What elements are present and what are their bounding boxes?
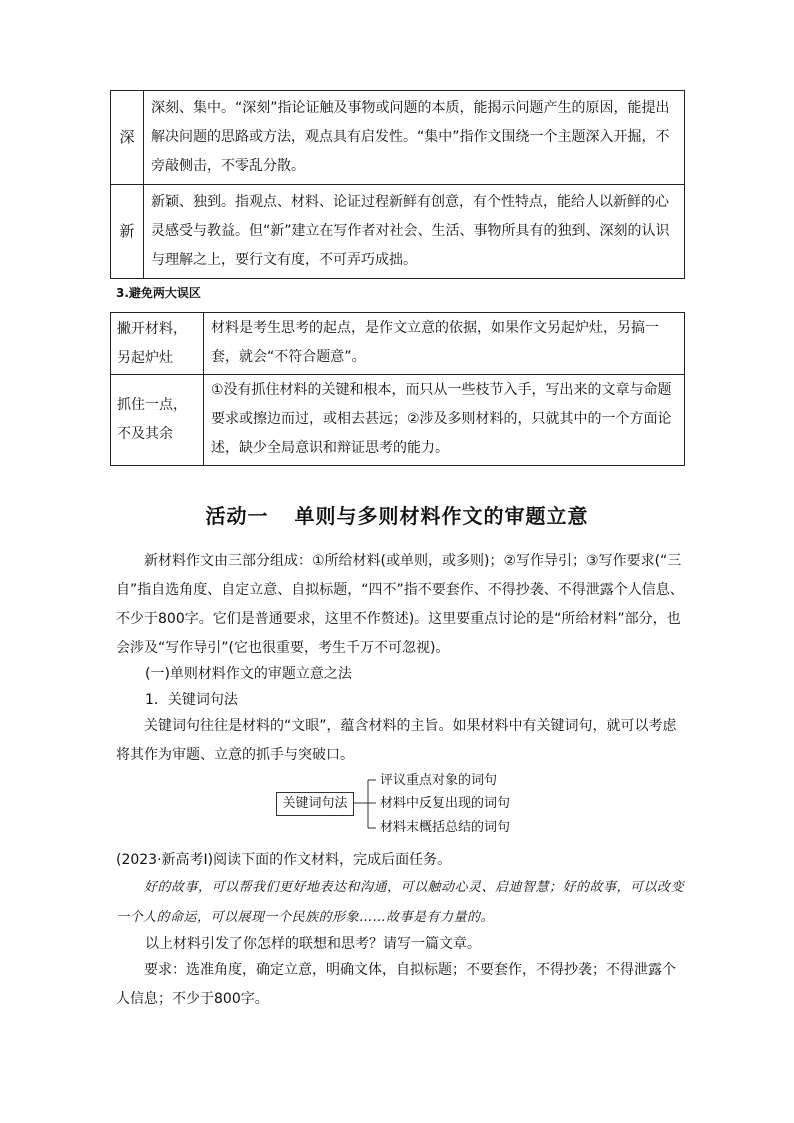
activity-title-text: 单则与多则材料作文的审题立意: [294, 504, 589, 528]
section-heading: 3.避免两大误区: [116, 286, 201, 300]
row-text: 新颖、独到。指观点、材料、论证过程新鲜有创意，有个性特点，能给人以新鲜的心灵感受与教益。但“新”建立在写作者对社会、生活、事物所具有的独到、深刻的认识与理解之上，要行文有度，不可弄巧成拙。: [144, 185, 685, 279]
criteria-table: [110, 90, 685, 279]
diagram-root-box: 关键词句法: [276, 792, 354, 816]
diagram-branch: 材料末概括总结的词句: [380, 820, 511, 835]
row-text: ①没有抓住材料的关键和根本，而只从一些枝节入手，写出来的文章与命题要求或擦边而过，或相去甚远；②涉及多则材料的，只就其中的一个方面论述，缺少全局意识和辩证思考的能力。: [204, 375, 685, 466]
activity-title-number: 活动一: [205, 504, 269, 528]
diagram-branch: 材料中反复出现的词句: [380, 796, 511, 811]
intro-paragraph: 新材料作文由三部分组成：①所给材料(或单则，或多则)；②写作导引；③写作要求(“三自”指自选角度、自定立意、自拟标题，“四不”指不要套作、不得抄袭、不得泄露个人信息、不少于800字。它们是普通要求，这里不作赘述)。这里要重点讨论的是“所给材料”部分，也会涉及“写作导引”(它也很重要，考生千万不可忽视)。: [116, 553, 684, 656]
row-label: 深: [111, 91, 144, 185]
row-label: 撇开材料，另起炉灶: [111, 313, 204, 375]
row-label: 抓住一点，不及其余: [111, 375, 204, 466]
diagram-branch: 评议重点对象的词句: [380, 773, 498, 788]
table-row: [111, 91, 685, 185]
row-label: 新: [111, 185, 144, 279]
table-row: [111, 185, 685, 279]
row-text: 材料是考生思考的起点，是作文立意的依据，如果作文另起炉灶，另搞一套，就会“不符合题意”。: [204, 313, 685, 375]
prompt-line: 以上材料引发了你怎样的联想和思考？请写一篇文章。: [145, 936, 481, 952]
table-row: [111, 375, 685, 466]
row-text: 深刻、集中。“深刻”指论证触及事物或问题的本质，能揭示问题产生的原因，能提出解决问题的思路或方法，观点具有启发性。“集中”指作文围绕一个主题深入开掘，不旁敲侧击，不零乱分散。: [144, 91, 685, 185]
mistakes-table: [110, 312, 685, 466]
method-paragraph: 关键词句往往是材料的“文眼”，蕴含材料的主旨。如果材料中有关键词句，就可以考虑将其作为审题、立意的抓手与突破口。: [116, 718, 677, 763]
requirements-paragraph: 要求：选准角度，确定立意，明确文体，自拟标题；不要套作，不得抄袭；不得泄露个人信息；不少于800字。: [116, 962, 676, 1007]
keyword-diagram: [276, 772, 536, 838]
table-row: [111, 313, 685, 375]
source-line: (2023·新高考Ⅰ)阅读下面的作文材料，完成后面任务。: [116, 852, 452, 868]
subheading: 1．关键词句法: [145, 692, 238, 708]
material-quote: 好的故事，可以帮我们更好地表达和沟通，可以触动心灵、启迪智慧；好的故事，可以改变一个人的命运，可以展现一个民族的形象……故事是有力量的。: [116, 880, 685, 925]
activity-title: [0, 500, 794, 529]
subheading: (一)单则材料作文的审题立意之法: [145, 666, 352, 682]
